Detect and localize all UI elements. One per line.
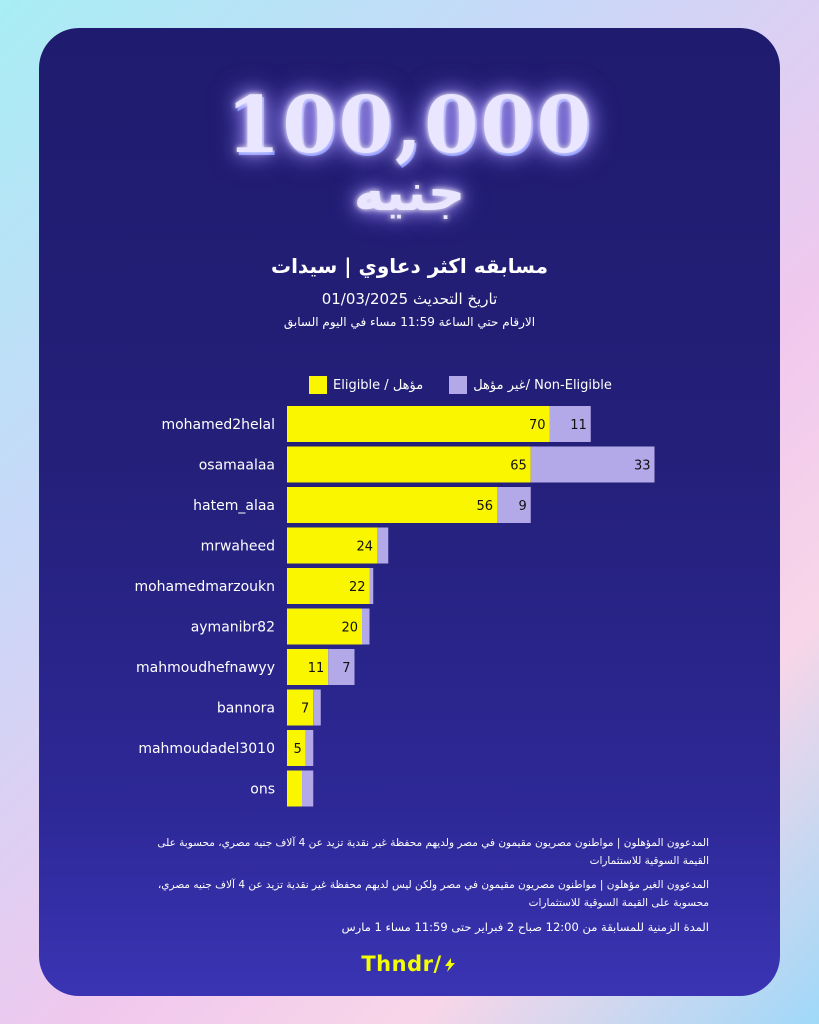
bar-value-label: 5 — [293, 742, 302, 757]
category-label: aymanibr82 — [190, 619, 275, 636]
bar-non-eligible — [362, 609, 370, 645]
prize-currency: جنيه — [353, 163, 466, 223]
cutoff-note: الارقام حتي الساعة 11:59 مساء في اليوم السابق — [283, 315, 536, 329]
bar-value-label: 11 — [570, 418, 587, 433]
logo-text: Thndr/ — [361, 952, 442, 976]
prize-amount: 100,000 — [226, 80, 593, 171]
lightning-bolt-icon — [442, 957, 458, 973]
bar-value-label: 65 — [510, 458, 527, 474]
category-label: mahmoudadel3010 — [138, 741, 275, 757]
category-label: mrwaheed — [200, 538, 275, 555]
bar-value-label: 33 — [633, 458, 651, 474]
bar-non-eligible — [302, 771, 313, 807]
bar-value-label: 9 — [518, 499, 527, 514]
bar-eligible — [287, 487, 497, 523]
category-label: osamaalaa — [198, 457, 275, 474]
bar-value-label: 11 — [307, 661, 325, 676]
bar-non-eligible — [370, 568, 374, 604]
bar-value-label: 20 — [341, 620, 358, 636]
bar-eligible — [287, 447, 531, 483]
bar-value-label: 24 — [356, 539, 373, 555]
category-label: hatem_alaa — [193, 498, 275, 514]
category-label: ons — [250, 781, 275, 798]
bar-non-eligible — [377, 528, 388, 564]
leaderboard-card — [39, 28, 780, 996]
bar-non-eligible — [306, 730, 314, 766]
footnotes — [149, 834, 709, 942]
footnote-non-eligible: المدعوون الغير مؤهلون | مواطنون مصريون مقيمون في مصر ولكن ليس لديهم محفظة غير نقدية تزيد عن 4 آلاف جنيه مصري، محسوبة على القيمة السوقية للاستثمارات — [157, 879, 709, 909]
bar-eligible — [287, 771, 302, 807]
thndr-logo — [39, 952, 780, 976]
bar-non-eligible — [313, 690, 321, 726]
bar-value-label: 56 — [476, 499, 493, 514]
bar-eligible — [287, 406, 550, 442]
bar-value-label: 70 — [528, 418, 546, 433]
category-label: mahmoudhefnawyy — [136, 660, 275, 676]
legend-label-eligible: Eligible / مؤهل — [333, 377, 424, 393]
footnote-eligible: المدعوون المؤهلون | مواطنون مصريون مقيمون في مصر ولديهم محفظة غير نقدية تزيد عن 4 آلاف جنيه مصري، محسوبة على القيمة السوقية للاستثمارات — [157, 837, 709, 867]
update-date: تاريخ التحديث 01/03/2025 — [321, 290, 498, 308]
legend-label-non-eligible: غير مؤهل/ Non-Eligible — [473, 377, 612, 393]
category-label: mohamedmarzoukn — [134, 579, 275, 595]
footnote-period: المدة الزمنية للمسابقة من 12:00 صباح 2 فبراير حتى 11:59 مساء 1 مارس — [341, 920, 709, 934]
bar-value-label: 22 — [348, 580, 366, 595]
bar-value-label: 7 — [300, 701, 310, 717]
bar-value-label: 7 — [342, 661, 351, 676]
category-label: mohamed2helal — [161, 417, 275, 433]
page-title: مسابقه اكثر دعاوي | سيدات — [270, 254, 549, 278]
stacked-bar-chart — [39, 28, 780, 828]
category-label: bannora — [216, 700, 275, 717]
